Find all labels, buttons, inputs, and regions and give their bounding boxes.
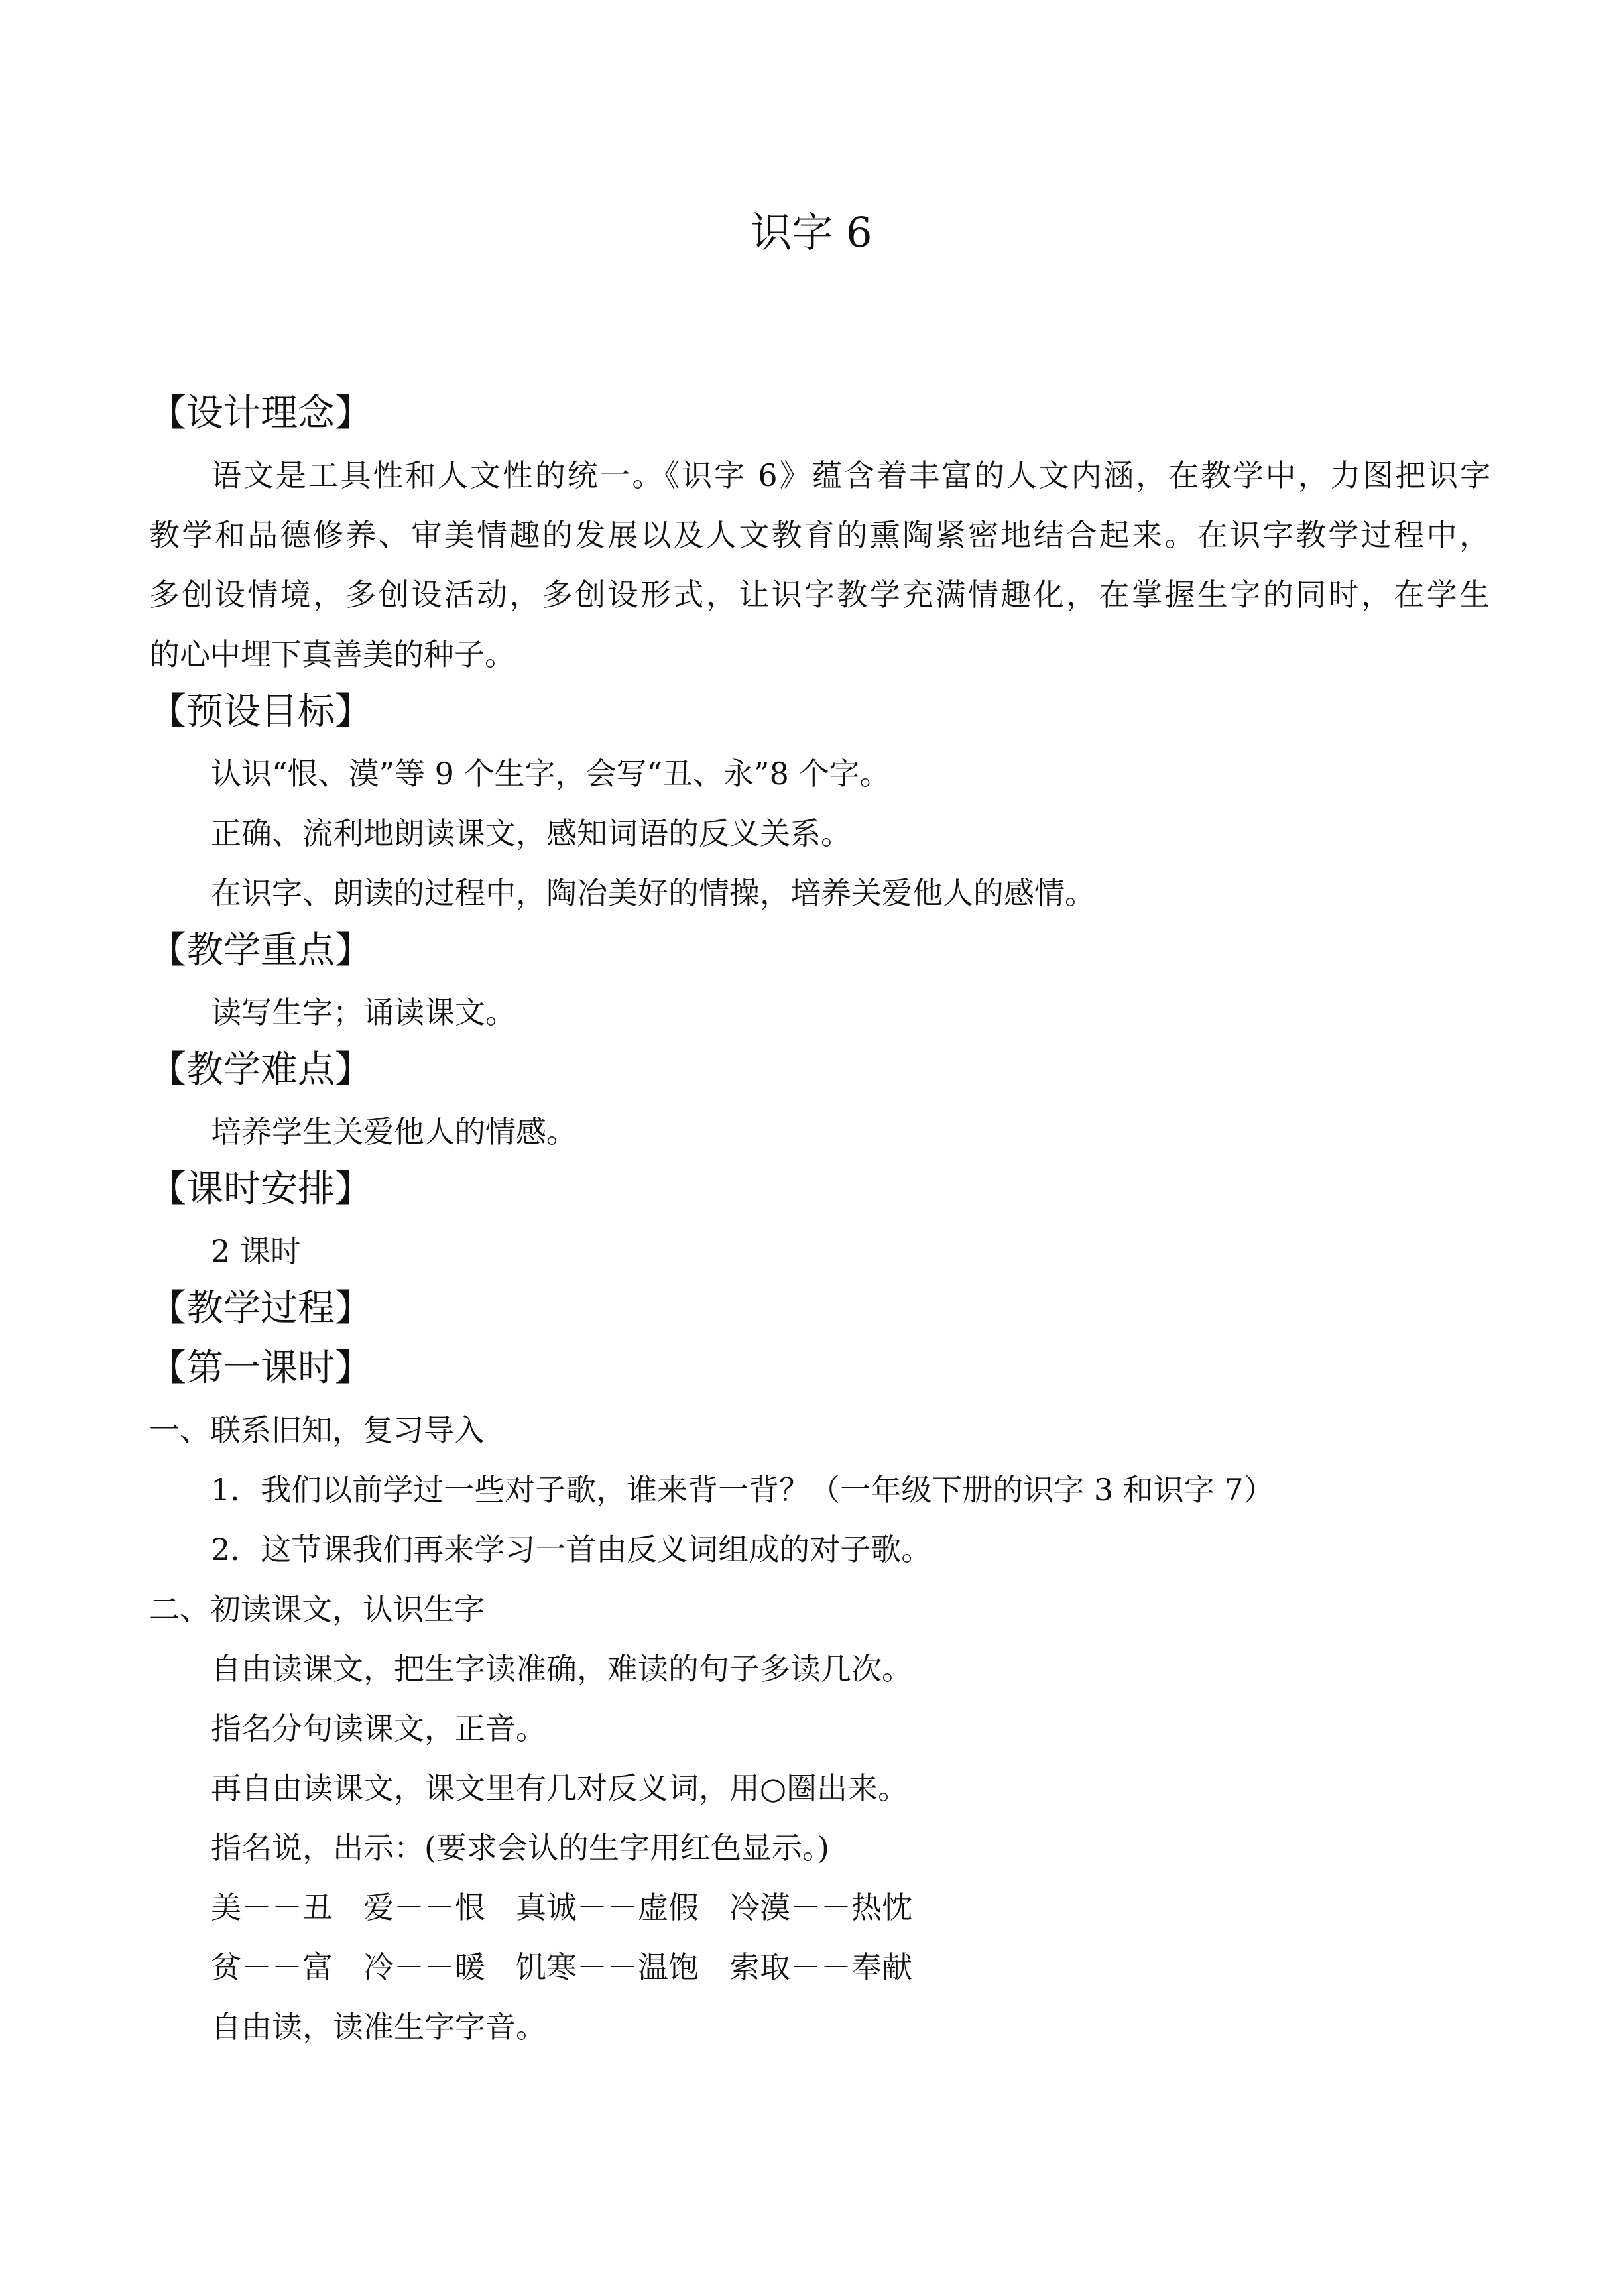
design-concept-line-1: 语文是工具性和人文性的统一。《识字 6》蕴含着丰富的人文内涵，在教学中，力图把识字 (211, 457, 1490, 493)
section-2-heading: 二、初读课文，认识生字 (149, 1591, 485, 1627)
section-2-item-2: 指名分句读课文，正音。 (211, 1711, 546, 1746)
section-1-heading: 一、联系旧知，复习导入 (149, 1412, 485, 1448)
key-points-heading: 【教学重点】 (149, 929, 372, 972)
schedule-heading: 【课时安排】 (149, 1168, 372, 1211)
section-2-item-3: 再自由读课文，课文里有几对反义词，用○圈出来。 (211, 1770, 909, 1806)
design-concept-heading: 【设计理念】 (149, 392, 372, 435)
goal-item-2: 正确、流利地朗读课文，感知词语的反义关系。 (211, 816, 851, 851)
key-points-text: 读写生字；诵读课文。 (211, 995, 516, 1030)
goals-heading: 【预设目标】 (149, 690, 372, 733)
page-title: 识字 6 (751, 208, 872, 257)
antonym-row-1: 美－－丑 爱－－恨 真诚－－虚假 冷漠－－热忱 (211, 1890, 912, 1925)
section-1-item-2: 2．这节课我们再来学习一首由反义词组成的对子歌。 (211, 1532, 932, 1567)
difficulties-heading: 【教学难点】 (149, 1048, 372, 1091)
antonym-row-2: 贫－－富 冷－－暖 饥寒－－温饱 索取－－奉献 (211, 1949, 912, 1985)
difficulties-text: 培养学生关爱他人的情感。 (211, 1114, 577, 1150)
design-concept-line-4: 的心中埋下真善美的种子。 (149, 636, 515, 672)
section-1-item-1: 1．我们以前学过一些对子歌，谁来背一背？（一年级下册的识字 3 和识字 7） (211, 1472, 1274, 1508)
section-2-item-7: 自由读，读准生字字音。 (211, 2009, 546, 2045)
section-2-item-1: 自由读课文，把生字读准确，难读的句子多读几次。 (211, 1651, 912, 1687)
schedule-text: 2 课时 (211, 1233, 301, 1269)
first-lesson-heading: 【第一课时】 (149, 1347, 372, 1390)
design-concept-line-2: 教学和品德修养、审美情趣的发展以及人文教育的熏陶紧密地结合起来。在识字教学过程中， (149, 517, 1490, 553)
goal-item-3: 在识字、朗读的过程中，陶冶美好的情操，培养关爱他人的感情。 (211, 875, 1095, 911)
design-concept-line-3: 多创设情境，多创设活动，多创设形式，让识字教学充满情趣化，在掌握生字的同时，在学生 (149, 577, 1490, 613)
process-heading: 【教学过程】 (149, 1287, 372, 1330)
section-2-item-4: 指名说，出示：(要求会认的生字用红色显示。) (211, 1830, 829, 1866)
goal-item-1: 认识“恨、漠”等 9 个生字，会写“丑、永”8 个字。 (211, 756, 890, 792)
